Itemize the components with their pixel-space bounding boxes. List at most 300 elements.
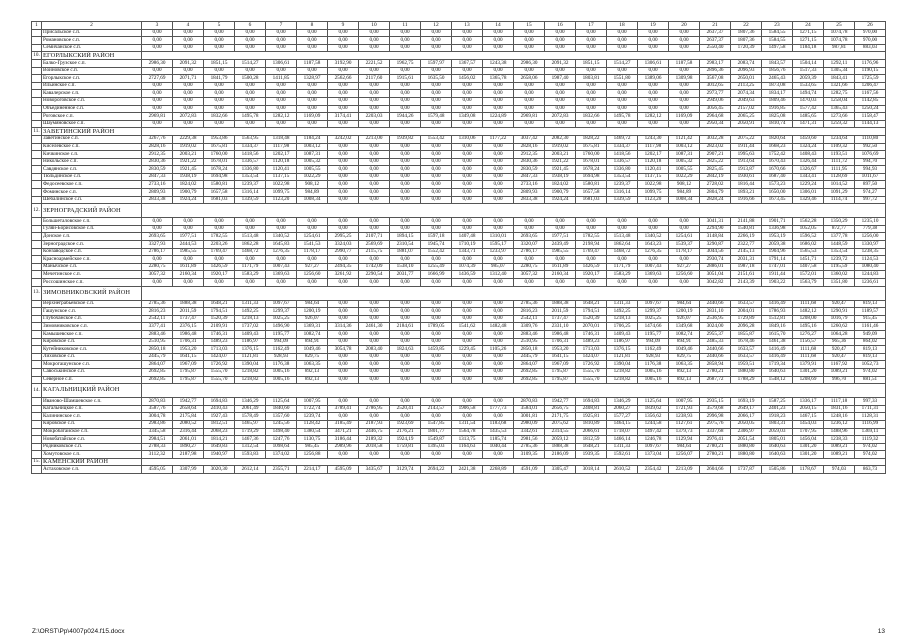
value-cell: 2823,02 xyxy=(700,143,731,151)
value-cell: 0,00 xyxy=(328,256,359,264)
value-cell: 0,00 xyxy=(390,451,421,459)
value-cell: 2213,09 xyxy=(669,466,700,474)
value-cell: 1218,82 xyxy=(235,376,266,384)
value-cell: 1579,48 xyxy=(421,113,452,121)
value-cell: 984,64 xyxy=(669,300,700,308)
table-row xyxy=(32,256,886,264)
value-cell: 1855,87 xyxy=(731,330,762,338)
value-cell: 1795,87 xyxy=(545,376,576,384)
value-cell: 872,77 xyxy=(824,225,855,233)
value-cell: 1843,41 xyxy=(824,75,855,83)
value-cell: 0,00 xyxy=(452,308,483,316)
value-cell: 0,00 xyxy=(142,29,173,37)
value-cell: 1650,00 xyxy=(762,189,793,197)
value-cell: 3004,78 xyxy=(142,413,173,421)
value-cell: 1162,49 xyxy=(638,346,669,354)
settlement-name: Донское с.п. xyxy=(42,233,142,241)
value-cell: 0,00 xyxy=(235,67,266,75)
value-cell: 1409,43 xyxy=(607,330,638,338)
header-cell: 4 xyxy=(173,22,204,30)
value-cell: 0,00 xyxy=(142,279,173,287)
value-cell: 1584,55 xyxy=(762,37,793,45)
value-cell: 1482,12 xyxy=(793,308,824,316)
value-cell: 2833,38 xyxy=(142,196,173,204)
value-cell: 2059,03 xyxy=(762,428,793,436)
value-cell: 1880,80 xyxy=(731,443,762,451)
value-cell: 0,00 xyxy=(421,189,452,197)
value-cell: 0,00 xyxy=(390,376,421,384)
value-cell: 1657,58 xyxy=(204,189,235,197)
table-row xyxy=(32,315,886,323)
value-cell: 1349,08 xyxy=(452,113,483,121)
value-cell: 1995,63 xyxy=(731,151,762,159)
value-cell: 1541,62 xyxy=(452,323,483,331)
value-cell: 0,00 xyxy=(142,120,173,128)
settlement-name: Гашунское с.п. xyxy=(42,308,142,316)
value-cell: 1161,46 xyxy=(855,323,886,331)
settlement-name: Родниковское с.п. xyxy=(42,443,142,451)
value-cell: 994,09 xyxy=(638,338,669,346)
section-empty-cell xyxy=(142,286,886,300)
value-cell: 1925,81 xyxy=(576,413,607,421)
value-cell: 1258,04 xyxy=(824,97,855,105)
value-cell: 1365,78 xyxy=(483,75,514,83)
value-cell: 2091,32 xyxy=(173,59,204,67)
value-cell: 3342,61 xyxy=(514,428,545,436)
value-cell: 974,02 xyxy=(855,451,886,459)
settlement-name: Киселевское с.п. xyxy=(42,143,142,151)
value-cell: 0,00 xyxy=(142,44,173,52)
value-cell: 1615,70 xyxy=(762,330,793,338)
value-cell: 0,00 xyxy=(390,279,421,287)
value-cell: 0,00 xyxy=(483,120,514,128)
value-cell: 0,00 xyxy=(390,181,421,189)
value-cell: 1454,03 xyxy=(793,420,824,428)
value-cell: 3041,31 xyxy=(700,218,731,226)
value-cell: 0,00 xyxy=(204,97,235,105)
value-cell: 0,00 xyxy=(173,225,204,233)
value-cell: 2981,56 xyxy=(514,436,545,444)
row-number-cell xyxy=(32,158,42,166)
row-number-cell xyxy=(32,120,42,128)
value-cell: 0,00 xyxy=(421,181,452,189)
value-cell: 1904,96 xyxy=(762,248,793,256)
value-cell: 892,13 xyxy=(669,376,700,384)
settlement-name: Глубочанское с.п. xyxy=(42,315,142,323)
value-cell: 2692,85 xyxy=(514,376,545,384)
value-cell: 1900,79 xyxy=(173,189,204,197)
value-cell: 0,00 xyxy=(452,376,483,384)
value-cell: 0,00 xyxy=(266,90,297,98)
value-cell: 1343,41 xyxy=(793,173,824,181)
table-row xyxy=(32,225,886,233)
value-cell: 1803,81 xyxy=(576,75,607,83)
value-cell: 0,00 xyxy=(452,451,483,459)
value-cell: 992,50 xyxy=(855,143,886,151)
value-cell: 1379,91 xyxy=(793,361,824,369)
table-row xyxy=(32,271,886,279)
settlement-name: Мокрогашунское с.п. xyxy=(42,361,142,369)
value-cell: 0,00 xyxy=(421,29,452,37)
value-cell: 2213,00 xyxy=(359,135,390,143)
settlement-name: Кавалерское с.п. xyxy=(42,90,142,98)
value-cell: 0,00 xyxy=(235,90,266,98)
value-cell: 0,00 xyxy=(297,97,328,105)
value-cell: 0,00 xyxy=(390,158,421,166)
value-cell: 0,00 xyxy=(390,196,421,204)
section-title: ЗИМОВНИКОВСКИЙ РАЙОН xyxy=(42,286,142,300)
value-cell: 0,00 xyxy=(607,90,638,98)
value-cell: 1290,91 xyxy=(824,308,855,316)
section-row xyxy=(32,458,886,466)
value-cell: 2542,11 xyxy=(142,315,173,323)
value-cell: 2082,30 xyxy=(545,135,576,143)
value-cell: 985,45 xyxy=(297,443,328,451)
value-cell: 2828,16 xyxy=(514,143,545,151)
value-cell: 1713,03 xyxy=(204,346,235,354)
value-cell: 2354,42 xyxy=(638,466,669,474)
tariff-table xyxy=(31,21,886,474)
value-cell: 1202,17 xyxy=(638,151,669,159)
value-cell: 0,00 xyxy=(328,338,359,346)
value-cell: 0,00 xyxy=(328,181,359,189)
value-cell: 0,00 xyxy=(359,166,390,174)
value-cell: 1125,64 xyxy=(266,398,297,406)
value-cell: 1312,40 xyxy=(483,271,514,279)
value-cell: 2809,93 xyxy=(514,189,545,197)
value-cell: 1195,77 xyxy=(638,330,669,338)
value-cell: 0,00 xyxy=(452,330,483,338)
value-cell: 1564,78 xyxy=(452,428,483,436)
value-cell: 0,00 xyxy=(421,451,452,459)
settlement-name: Присальское с.п. xyxy=(42,29,142,37)
row-number-cell xyxy=(32,181,42,189)
value-cell: 2883,46 xyxy=(514,330,545,338)
value-cell: 0,00 xyxy=(359,218,390,226)
value-cell: 3307,99 xyxy=(173,466,204,474)
value-cell: 0,00 xyxy=(390,368,421,376)
value-cell: 1177,22 xyxy=(483,135,514,143)
value-cell: 0,00 xyxy=(359,256,390,264)
value-cell: 0,00 xyxy=(452,67,483,75)
value-cell: 1260,62 xyxy=(824,323,855,331)
value-cell: 2658,06 xyxy=(514,75,545,83)
value-cell: 0,00 xyxy=(297,256,328,264)
value-cell: 1538,10 xyxy=(390,263,421,271)
value-cell: 2637,37 xyxy=(700,37,731,45)
value-cell: 0,00 xyxy=(390,300,421,308)
value-cell: 0,00 xyxy=(483,376,514,384)
value-cell: 0,00 xyxy=(452,398,483,406)
value-cell: 1229,24 xyxy=(793,181,824,189)
value-cell: 2786,17 xyxy=(142,248,173,256)
value-cell: 1063,35 xyxy=(669,361,700,369)
table-row xyxy=(32,346,886,354)
value-cell: 0,00 xyxy=(545,90,576,98)
table-row xyxy=(32,166,886,174)
value-cell: 0,00 xyxy=(638,105,669,113)
value-cell: 2175,84 xyxy=(173,413,204,421)
value-cell: 1390,04 xyxy=(235,361,266,369)
value-cell: 1121,81 xyxy=(235,353,266,361)
value-cell: 0,00 xyxy=(452,413,483,421)
value-cell: 1187,58 xyxy=(297,59,328,67)
value-cell: 0,00 xyxy=(638,37,669,45)
value-cell: 1722,74 xyxy=(297,405,328,413)
value-cell: 0,00 xyxy=(390,44,421,52)
value-cell: 2656,75 xyxy=(545,405,576,413)
value-cell: 2785,36 xyxy=(142,300,173,308)
value-cell: 1329,46 xyxy=(793,196,824,204)
value-cell: 0,00 xyxy=(452,173,483,181)
value-cell: 0,00 xyxy=(266,97,297,105)
table-row xyxy=(32,323,886,331)
value-cell: 1967,09 xyxy=(545,361,576,369)
value-cell: 1578,49 xyxy=(235,413,266,421)
value-cell: 1301,20 xyxy=(793,368,824,376)
value-cell: 3129,74 xyxy=(390,466,421,474)
value-cell: 2692,85 xyxy=(514,368,545,376)
value-cell: 2408,81 xyxy=(576,405,607,413)
value-cell: 1276,35 xyxy=(638,248,669,256)
value-cell: 2187,93 xyxy=(359,420,390,428)
value-cell: 0,00 xyxy=(483,82,514,90)
value-cell: 985,07 xyxy=(483,263,514,271)
value-cell: 0,00 xyxy=(328,368,359,376)
value-cell: 1186,97 xyxy=(607,338,638,346)
value-cell: 1915,61 xyxy=(390,75,421,83)
table-row xyxy=(32,405,886,413)
value-cell: 1311,54 xyxy=(452,420,483,428)
value-cell: 1577,27 xyxy=(607,413,638,421)
value-cell: 1555,70 xyxy=(204,376,235,384)
value-cell: 1801,77 xyxy=(421,428,452,436)
value-cell: 1129,94 xyxy=(669,436,700,444)
row-number-cell xyxy=(32,308,42,316)
value-cell: 0,00 xyxy=(514,29,545,37)
value-cell: 1426,59 xyxy=(204,263,235,271)
value-cell: 1977,51 xyxy=(545,233,576,241)
value-cell: 0,00 xyxy=(452,105,483,113)
value-cell: 2003,21 xyxy=(545,151,576,159)
value-cell: 0,00 xyxy=(173,105,204,113)
value-cell: 0,00 xyxy=(173,90,204,98)
settlement-name: Шебалинское с.п. xyxy=(42,196,142,204)
value-cell: 2733,16 xyxy=(514,181,545,189)
value-cell: 3324,03 xyxy=(328,241,359,249)
value-cell: 897,50 xyxy=(855,181,886,189)
value-cell: 2306,97 xyxy=(731,428,762,436)
header-cell: 13 xyxy=(452,22,483,30)
value-cell: 1681,03 xyxy=(576,196,607,204)
header-cell: 8 xyxy=(297,22,328,30)
value-cell: 1373,04 xyxy=(638,451,669,459)
value-cell: 1169,09 xyxy=(669,113,700,121)
value-cell: 2031,31 xyxy=(731,256,762,264)
value-cell: 2847,33 xyxy=(142,173,173,181)
value-cell: 2896,36 xyxy=(700,67,731,75)
value-cell: 3789,41 xyxy=(328,405,359,413)
value-cell: 1687,40 xyxy=(762,173,793,181)
settlement-name: Иваново-Шамшевское с.п. xyxy=(42,398,142,406)
value-cell: 1769,47 xyxy=(204,248,235,256)
value-cell: 0,00 xyxy=(452,218,483,226)
value-cell: 0,00 xyxy=(452,196,483,204)
value-cell: 1377,78 xyxy=(824,233,855,241)
value-cell: 1254,61 xyxy=(669,233,700,241)
value-cell: 1299,37 xyxy=(266,308,297,316)
value-cell: 894,91 xyxy=(297,338,328,346)
table-row xyxy=(32,308,886,316)
value-cell: 1156,57 xyxy=(793,338,824,346)
value-cell: 2983,86 xyxy=(142,420,173,428)
value-cell: 1206,47 xyxy=(855,82,886,90)
value-cell: 0,00 xyxy=(328,353,359,361)
value-cell: 908,12 xyxy=(669,181,700,189)
value-cell: 2883,46 xyxy=(142,330,173,338)
table-row xyxy=(32,233,886,241)
row-number-cell xyxy=(32,151,42,159)
value-cell: 1111,68 xyxy=(793,353,824,361)
value-cell: 1089,21 xyxy=(824,443,855,451)
value-cell: 1007,95 xyxy=(669,398,700,406)
value-cell: 0,00 xyxy=(452,97,483,105)
value-cell: 1218,82 xyxy=(607,368,638,376)
value-cell: 2604,66 xyxy=(700,466,731,474)
value-cell: 2786,17 xyxy=(514,248,545,256)
value-cell: 920,47 xyxy=(824,353,855,361)
value-cell: 1110,80 xyxy=(855,135,886,143)
value-cell: 0,00 xyxy=(235,279,266,287)
value-cell: 3037,42 xyxy=(514,135,545,143)
value-cell: 0,00 xyxy=(390,166,421,174)
value-cell: 1137,15 xyxy=(266,173,297,181)
value-cell: 1939,35 xyxy=(576,451,607,459)
settlement-name: Зимовниковское с.п. xyxy=(42,323,142,331)
settlement-name: Большеталовское с.п. xyxy=(42,218,142,226)
value-cell: 1597,18 xyxy=(421,233,452,241)
value-cell: 0,00 xyxy=(359,67,390,75)
value-cell: 0,00 xyxy=(235,97,266,105)
value-cell: 2070,01 xyxy=(576,323,607,331)
value-cell: 1360,02 xyxy=(824,271,855,279)
value-cell: 908,12 xyxy=(297,181,328,189)
value-cell: 2780,21 xyxy=(700,368,731,376)
value-cell: 829,75 xyxy=(297,353,328,361)
value-cell: 0,00 xyxy=(359,173,390,181)
value-cell: 1016,79 xyxy=(824,315,855,323)
value-cell: 2649,17 xyxy=(731,405,762,413)
value-cell: 3109,35 xyxy=(514,451,545,459)
value-cell: 0,00 xyxy=(421,300,452,308)
value-cell: 1828,22 xyxy=(576,135,607,143)
value-cell: 0,00 xyxy=(669,120,700,128)
value-cell: 1346,29 xyxy=(607,398,638,406)
value-cell: 1299,37 xyxy=(638,308,669,316)
value-cell: 1256,60 xyxy=(297,271,328,279)
value-cell: 0,00 xyxy=(359,279,390,287)
value-cell: 2637,37 xyxy=(700,29,731,37)
value-cell: 0,00 xyxy=(390,120,421,128)
value-cell: 0,00 xyxy=(359,97,390,105)
value-cell: 0,00 xyxy=(638,256,669,264)
value-cell: 881,51 xyxy=(855,376,886,384)
value-cell: 1495,78 xyxy=(607,113,638,121)
value-cell: 0,00 xyxy=(142,82,173,90)
table-row xyxy=(32,241,886,249)
value-cell: 1921,22 xyxy=(173,158,204,166)
table-header-row xyxy=(32,22,886,30)
value-cell: 0,00 xyxy=(328,97,359,105)
table-row xyxy=(32,263,886,271)
settlement-name: Семичанское с.п. xyxy=(42,44,142,52)
value-cell: 1788,29 xyxy=(731,376,762,384)
value-cell: 0,00 xyxy=(204,29,235,37)
value-cell: 3435,67 xyxy=(359,466,390,474)
value-cell: 0,00 xyxy=(142,218,173,226)
value-cell: 1236,61 xyxy=(855,279,886,287)
value-cell: 1746,31 xyxy=(204,330,235,338)
value-cell: 3261,92 xyxy=(328,271,359,279)
value-cell: 1236,12 xyxy=(824,420,855,428)
value-cell: 1466,14 xyxy=(607,436,638,444)
value-cell: 1747,01 xyxy=(762,263,793,271)
value-cell: 1873,08 xyxy=(762,82,793,90)
value-cell: 2485,33 xyxy=(700,338,731,346)
value-cell: 0,00 xyxy=(607,29,638,37)
value-cell: 1162,49 xyxy=(266,346,297,354)
value-cell: 2569,69 xyxy=(359,241,390,249)
settlement-name: Никольское с.п. xyxy=(42,158,142,166)
value-cell: 2322,77 xyxy=(731,241,762,249)
tariff-table-body xyxy=(32,22,886,474)
header-cell: 10 xyxy=(359,22,390,30)
value-cell: 1488,96 xyxy=(824,428,855,436)
value-cell: 1553,42 xyxy=(421,135,452,143)
value-cell: 0,00 xyxy=(452,143,483,151)
value-cell: 1580,81 xyxy=(576,181,607,189)
value-cell: 1737,87 xyxy=(731,466,762,474)
value-cell: 2510,95 xyxy=(142,338,173,346)
value-cell: 1336,57 xyxy=(235,158,266,166)
value-cell: 1087,31 xyxy=(669,151,700,159)
value-cell: 1633,57 xyxy=(731,346,762,354)
value-cell: 0,00 xyxy=(576,67,607,75)
value-cell: 997,33 xyxy=(855,398,886,406)
value-cell: 1244,58 xyxy=(638,420,669,428)
value-cell: 2949,06 xyxy=(700,97,731,105)
value-cell: 0,00 xyxy=(235,225,266,233)
value-cell: 0,00 xyxy=(421,37,452,45)
value-cell: 1099,75 xyxy=(638,189,669,197)
value-cell: 0,00 xyxy=(359,451,390,459)
settlement-name: Роговское с.п. xyxy=(42,113,142,121)
section-title: ЗЕРНОГРАДСКИЙ РАЙОН xyxy=(42,204,142,218)
value-cell: 1906,58 xyxy=(452,405,483,413)
value-cell: 1087,31 xyxy=(297,151,328,159)
table-row xyxy=(32,279,886,287)
value-cell: 1374,02 xyxy=(266,451,297,459)
value-cell: 0,00 xyxy=(669,44,700,52)
value-cell: 4595,09 xyxy=(328,466,359,474)
value-cell: 3584,01 xyxy=(514,405,545,413)
value-cell: 0,00 xyxy=(421,353,452,361)
value-cell: 1097,67 xyxy=(638,443,669,451)
value-cell: 1721,93 xyxy=(669,405,700,413)
value-cell: 1407,58 xyxy=(793,263,824,271)
value-cell: 0,00 xyxy=(204,90,235,98)
value-cell: 1862,64 xyxy=(607,241,638,249)
